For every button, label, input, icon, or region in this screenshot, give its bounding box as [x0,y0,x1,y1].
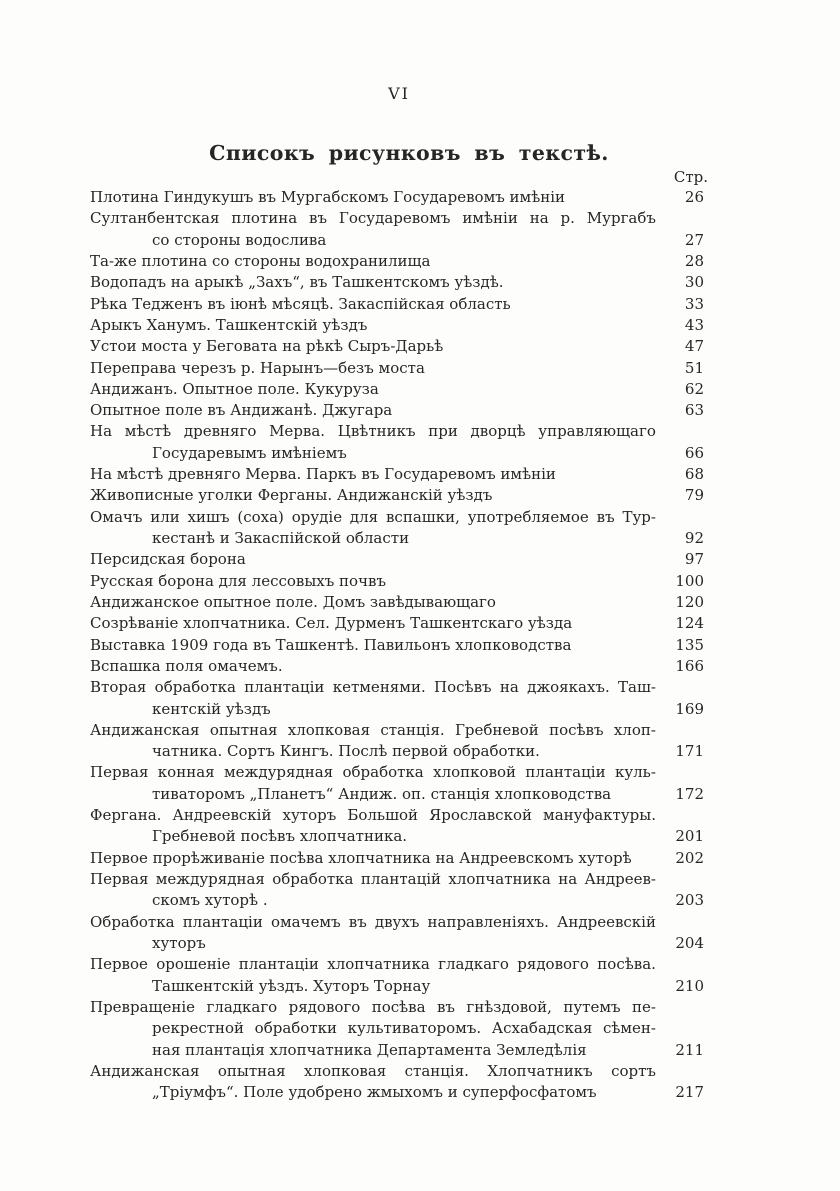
toc-entry-text: Персидская борона [90,550,246,569]
toc-row [90,528,706,549]
toc-row [90,336,706,357]
toc-entry-text: Водопадъ на арыкѣ „Захъ“, въ Ташкентскомъ уѣздѣ. [90,273,504,292]
toc-entry-text: кестанѣ и Закаспійской области [152,529,410,547]
toc-entry-text: Первая междурядная обработка плантацій хлопчатника на Андреев- [90,870,656,888]
toc-entry-text: Переправа черезъ р. Нарынъ—безъ моста [90,358,425,377]
toc-row [90,762,706,783]
toc-row [90,358,706,379]
toc-entry-page: 120 [675,592,704,611]
toc-entry-text: Выставка 1909 года въ Ташкентѣ. Павильонъ хлопководства [90,635,572,654]
toc-list [90,187,706,1103]
toc-entry-text: Превращеніе гладкаго рядового посѣва въ гнѣздовой, путемъ пе- [90,997,656,1016]
toc-row [90,208,706,229]
toc-entry-text: Первая конная междурядная обработка хлопковой плантаціи куль- [90,763,656,782]
toc-entry-page: 79 [684,486,704,505]
toc-entry-text: Первое орошеніе плантаціи хлопчатника гладкаго рядового посѣва. [90,955,656,974]
toc-entry-page: 47 [684,337,704,356]
page-title: Списокъ рисунковъ въ текстѣ. [209,141,609,165]
toc-row [90,954,706,975]
toc-row [90,400,706,421]
toc-entry-page: 201 [675,827,704,846]
toc-row [90,656,706,677]
toc-row [90,997,706,1018]
toc-entry-text: Андижанъ. Опытное поле. Кукуруза [90,379,379,398]
toc-row [90,890,706,911]
toc-entry-page: 30 [684,273,704,292]
toc-row [90,294,706,315]
toc-entry-text: Устои моста у Беговата на рѣкѣ Сыръ-Дарьѣ [90,337,444,356]
toc-entry-page: 135 [675,635,704,654]
toc-entry-text: Гребневой посѣвъ хлопчатника. [152,827,408,846]
toc-row [90,912,706,933]
toc-entry-page: 100 [675,571,704,590]
toc-row [90,635,706,656]
toc-entry-page: 211 [675,1040,704,1059]
toc-entry-text: Ташкентскій уѣздъ. Хуторъ Торнау [152,976,431,995]
toc-entry-text: Вторая обработка плантаціи кетменями. Посѣвъ на джоякахъ. Таш- [90,678,656,697]
toc-entry-page: 33 [684,294,704,313]
toc-row [90,720,706,741]
toc-entry-text: На мѣстѣ древняго Мерва. Цвѣтникъ при дворцѣ управляющаго [90,422,656,441]
toc-row [90,571,706,592]
toc-entry-text: Фергана. Андреевскій хуторъ Большой Ярославской мануфактуры. [90,806,656,825]
toc-row [90,230,706,251]
toc-entry-page: 172 [675,784,704,803]
toc-entry-text: Рѣка Тедженъ въ іюнѣ мѣсяцѣ. Закаспійская область [90,294,511,313]
folio-page-number: VI [388,84,410,103]
toc-row [90,976,706,997]
toc-entry-text: Плотина Гиндукушъ въ Мургабскомъ Государевомъ имѣніи [90,188,566,206]
toc-entry-text: Султанбентская плотина въ Государевомъ имѣніи на р. Мургабъ [90,209,656,228]
toc-row [90,592,706,613]
toc-entry-text: скомъ хуторѣ . [152,891,268,910]
toc-entry-page: 169 [675,699,704,718]
toc-entry-page: 62 [684,379,704,398]
toc-entry-text: Обработка плантаціи омачемъ въ двухъ направленіяхъ. Андреевскій [90,912,656,931]
toc-entry-text: кентскій уѣздъ [152,699,271,718]
toc-entry-text: Первое прорѣживаніе посѣва хлопчатника на Андреевскомъ хуторѣ [90,848,632,867]
toc-entry-page: 210 [675,976,704,995]
toc-row [90,421,706,442]
toc-entry-text: чатника. Сортъ Кингъ. Послѣ первой обработки. [152,742,540,761]
toc-row [90,848,706,869]
toc-entry-text: Вспашка поля омачемъ. [90,656,283,675]
toc-entry-text: Андижанская опытная хлопковая станція. Гребневой посѣвъ хлоп- [90,720,656,739]
toc-row [90,187,706,208]
toc-entry-page: 124 [675,614,704,633]
toc-entry-page: 202 [675,848,704,867]
toc-entry-page: 204 [675,933,704,952]
toc-entry-text: рекрестной обработки культиваторомъ. Асхабадская сѣмен- [152,1019,656,1038]
toc-row [90,784,706,805]
toc-entry-text: со стороны водослива [152,230,327,249]
toc-row [90,613,706,634]
toc-entry-text: Государевымъ имѣніемъ [152,443,347,462]
toc-row [90,677,706,698]
toc-row [90,933,706,954]
toc-row [90,1082,706,1103]
toc-entry-text: Живописные уголки Ферганы. Андижанскій уѣздъ [90,486,493,505]
toc-entry-text: тиваторомъ „Планетъ“ Андиж. оп. станція хлопководства [152,784,612,803]
toc-entry-text: Русская борона для лессовыхъ почвъ [90,571,386,590]
toc-row [90,315,706,336]
toc-entry-text: ная плантація хлопчатника Департамента Земледѣлія [152,1040,587,1059]
toc-row [90,507,706,528]
toc-row [90,464,706,485]
toc-entry-text: Созрѣваніе хлопчатника. Сел. Дурменъ Ташкентскаго уѣзда [90,614,573,633]
toc-entry-page: 66 [684,443,704,462]
toc-entry-page: 26 [684,188,704,206]
toc-row [90,1061,706,1082]
toc-entry-text: хуторъ [152,933,206,952]
toc-row [90,869,706,890]
toc-row [90,805,706,826]
toc-entry-page: 92 [684,529,704,547]
toc-row [90,549,706,570]
toc-row [90,699,706,720]
toc-entry-page: 63 [684,401,704,420]
toc-row [90,741,706,762]
toc-entry-text: Омачъ или хишъ (соха) орудіе для вспашки, употребляемое въ Тур- [90,507,656,526]
toc-row [90,272,706,293]
toc-row [90,1018,706,1039]
toc-entry-text: На мѣстѣ древняго Мерва. Паркъ въ Государевомъ имѣніи [90,465,556,484]
page-column-header: Стр. [673,168,708,186]
toc-entry-page: 51 [684,358,704,377]
toc-entry-page: 43 [684,315,704,334]
toc-entry-text: Та-же плотина со стороны водохранилища [90,251,431,270]
toc-entry-text: Андижанское опытное поле. Домъ завѣдывающаго [90,592,496,611]
toc-entry-page: 68 [684,465,704,484]
toc-entry-text: „Тріумфъ“. Поле удобрено жмыхомъ и суперфосфатомъ [152,1083,597,1102]
toc-entry-text: Арыкъ Ханумъ. Ташкентскій уѣздъ [90,315,368,334]
toc-entry-page: 217 [675,1083,704,1102]
toc-entry-text: Андижанская опытная хлопковая станція. Хлопчатникъ сортъ [90,1061,656,1080]
toc-entry-page: 203 [675,891,704,910]
toc-entry-page: 27 [684,230,704,249]
toc-row [90,826,706,847]
toc-entry-page: 166 [675,656,704,675]
toc-row [90,443,706,464]
toc-entry-page: 28 [684,251,704,270]
toc-row [90,1040,706,1061]
toc-entry-page: 97 [684,550,704,569]
toc-row [90,251,706,272]
toc-entry-page: 171 [675,742,704,761]
toc-row [90,379,706,400]
toc-row [90,485,706,506]
toc-entry-text: Опытное поле въ Андижанѣ. Джугара [90,401,393,420]
